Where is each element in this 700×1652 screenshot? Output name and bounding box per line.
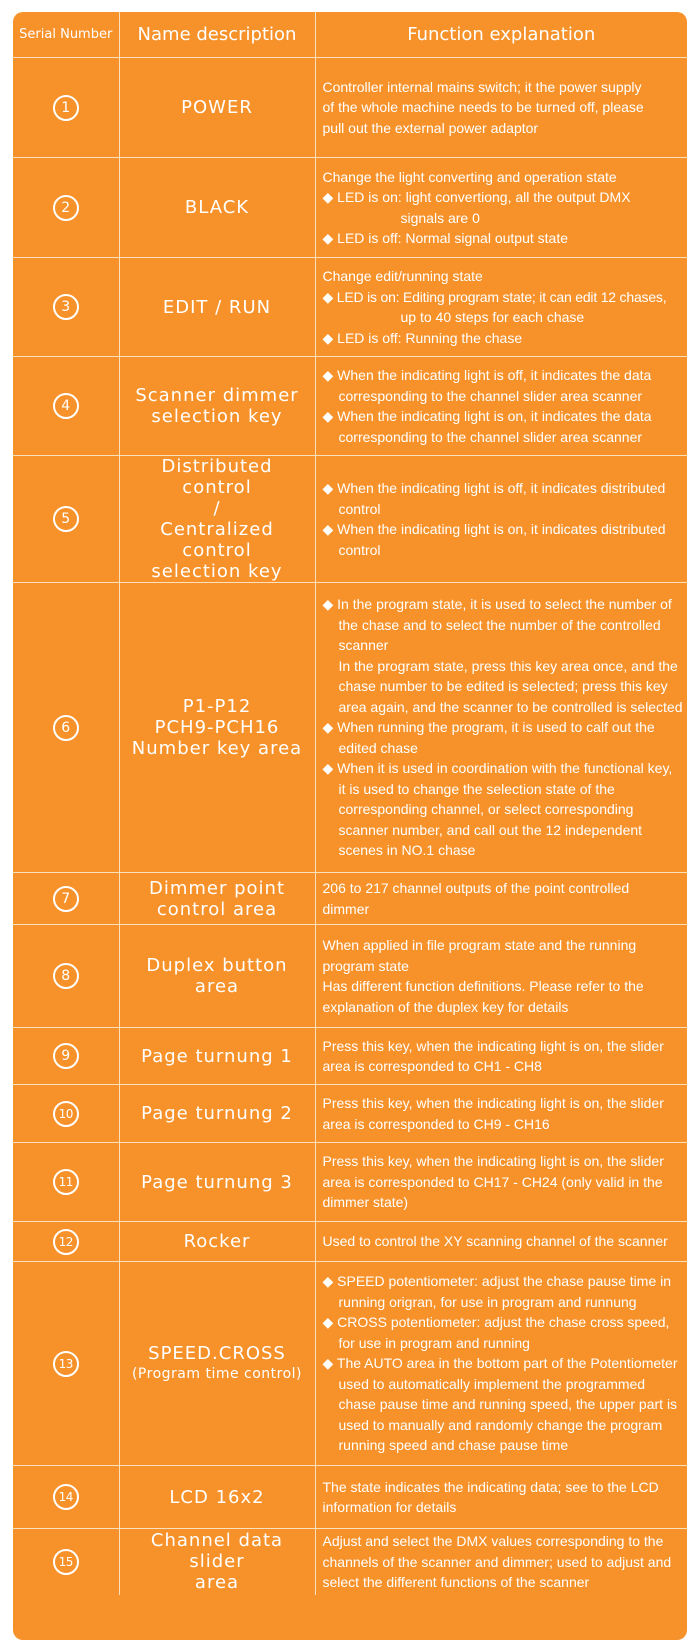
row-name: Rocker — [119, 1222, 315, 1262]
serial-number-badge: 10 — [53, 1101, 79, 1127]
row-function: Change the light converting and operation state ◆ LED is on: light convertiong, all the output DMX signals are 0 ◆ LED is off: Normal signal output state — [315, 158, 687, 258]
serial-number-badge: 3 — [53, 294, 79, 320]
serial-number-badge: 5 — [53, 506, 79, 532]
row-function: Press this key, when the indicating light is on, the slider area is corresponded to CH1 - CH8 — [315, 1028, 687, 1085]
row-name: Page turnung 1 — [119, 1028, 315, 1085]
row-function: The state indicates the indicating data; see to the LCD information for details — [315, 1466, 687, 1529]
row-function: Change edit/running state ◆ LED is on: Editing program state; it can edit 12 chases, up to 40 steps for each chase ◆ LED is off: Running the chase — [315, 258, 687, 357]
header-function: Function explanation — [315, 12, 687, 58]
table-row — [13, 357, 687, 456]
serial-number-badge: 4 — [53, 393, 79, 419]
table-row — [13, 1028, 687, 1085]
table-row — [13, 1143, 687, 1222]
row-name: LCD 16x2 — [119, 1466, 315, 1529]
row-name: POWER — [119, 58, 315, 158]
table-row — [13, 58, 687, 158]
row-name: P1-P12 PCH9-PCH16 Number key area — [119, 583, 315, 873]
serial-number-badge: 12 — [53, 1229, 79, 1255]
row-function: Adjust and select the DMX values corresponding to the channels of the scanner and dimmer; used to adjust and select the different functions of the scanner — [315, 1529, 687, 1595]
table-row — [13, 1529, 687, 1595]
row-function: 206 to 217 channel outputs of the point controlled dimmer — [315, 873, 687, 925]
row-name: BLACK — [119, 158, 315, 258]
serial-number-badge: 7 — [53, 886, 79, 912]
table-row — [13, 1466, 687, 1529]
serial-number-badge: 8 — [53, 963, 79, 989]
row-function: ◆ SPEED potentiometer: adjust the chase pause time in running origran, for use in program and runnung ◆ CROSS potentiometer: adjust the chase cross speed, for use in program and running ◆ The AUTO area in the bottom part of the Potentiometer used to automatically implement the programmed chase pause time and running speed, the upper part is used to manually and randomly change the program running speed and chase pause time — [315, 1262, 687, 1466]
table-row — [13, 1222, 687, 1262]
row-name: Duplex button area — [119, 925, 315, 1028]
row-function: Press this key, when the indicating light is on, the slider area is corresponded to CH17 - CH24 (only valid in the dimmer state) — [315, 1143, 687, 1222]
row-function: Used to control the XY scanning channel of the scanner — [315, 1222, 687, 1262]
serial-number-badge: 15 — [53, 1549, 79, 1575]
function-table-panel — [13, 12, 687, 1640]
table-row — [13, 1085, 687, 1143]
row-name: Page turnung 3 — [119, 1143, 315, 1222]
function-table — [13, 12, 687, 1595]
serial-number-badge: 11 — [53, 1169, 79, 1195]
serial-number-badge: 9 — [53, 1043, 79, 1069]
serial-number-badge: 13 — [53, 1351, 79, 1377]
row-name: EDIT / RUN — [119, 258, 315, 357]
row-function: Controller internal mains switch; it the power supply of the whole machine needs to be turned off, please pull out the external power adaptor — [315, 58, 687, 158]
serial-number-badge: 6 — [53, 715, 79, 741]
serial-number-badge: 14 — [53, 1484, 79, 1510]
row-function: When applied in file program state and the running program state Has different function definitions. Please refer to the explanation of the duplex key for details — [315, 925, 687, 1028]
table-row — [13, 873, 687, 925]
table-row — [13, 456, 687, 583]
header-serial: Serial Number — [13, 12, 119, 58]
row-name: Dimmer point control area — [119, 873, 315, 925]
row-name: SPEED.CROSS (Program time control) — [119, 1262, 315, 1466]
serial-number-badge: 2 — [53, 195, 79, 221]
table-row — [13, 1262, 687, 1466]
serial-number-badge: 1 — [53, 95, 79, 121]
row-function: ◆ In the program state, it is used to select the number of the chase and to select the number of the controlled scanner In the program state, press this key area once, and the chase number to be edited is selected; press this key area again, and the scanner to be controlled is selected ◆ When running the program, it is used to calf out the edited chase ◆ When it is used in coordination with the functional key, it is used to change the selection state of the corresponding channel, or select corresponding scanner number, and call out the 12 independent scenes in NO.1 chase — [315, 583, 687, 873]
table-row — [13, 158, 687, 258]
table-row — [13, 583, 687, 873]
table-row — [13, 258, 687, 357]
row-name: Page turnung 2 — [119, 1085, 315, 1143]
header-row — [13, 12, 687, 58]
row-name: Channel data slider area — [119, 1529, 315, 1595]
row-function: ◆ When the indicating light is off, it indicates the data corresponding to the channel slider area scanner ◆ When the indicating light is on, it indicates the data corresponding to the channel slider area scanner — [315, 357, 687, 456]
table-row — [13, 925, 687, 1028]
header-name: Name description — [119, 12, 315, 58]
row-function: Press this key, when the indicating light is on, the slider area is corresponded to CH9 - CH16 — [315, 1085, 687, 1143]
row-name: Distributed control / Centralized control selection key — [119, 456, 315, 583]
row-name: Scanner dimmer selection key — [119, 357, 315, 456]
row-function: ◆ When the indicating light is off, it indicates distributed control ◆ When the indicating light is on, it indicates distributed control — [315, 456, 687, 583]
